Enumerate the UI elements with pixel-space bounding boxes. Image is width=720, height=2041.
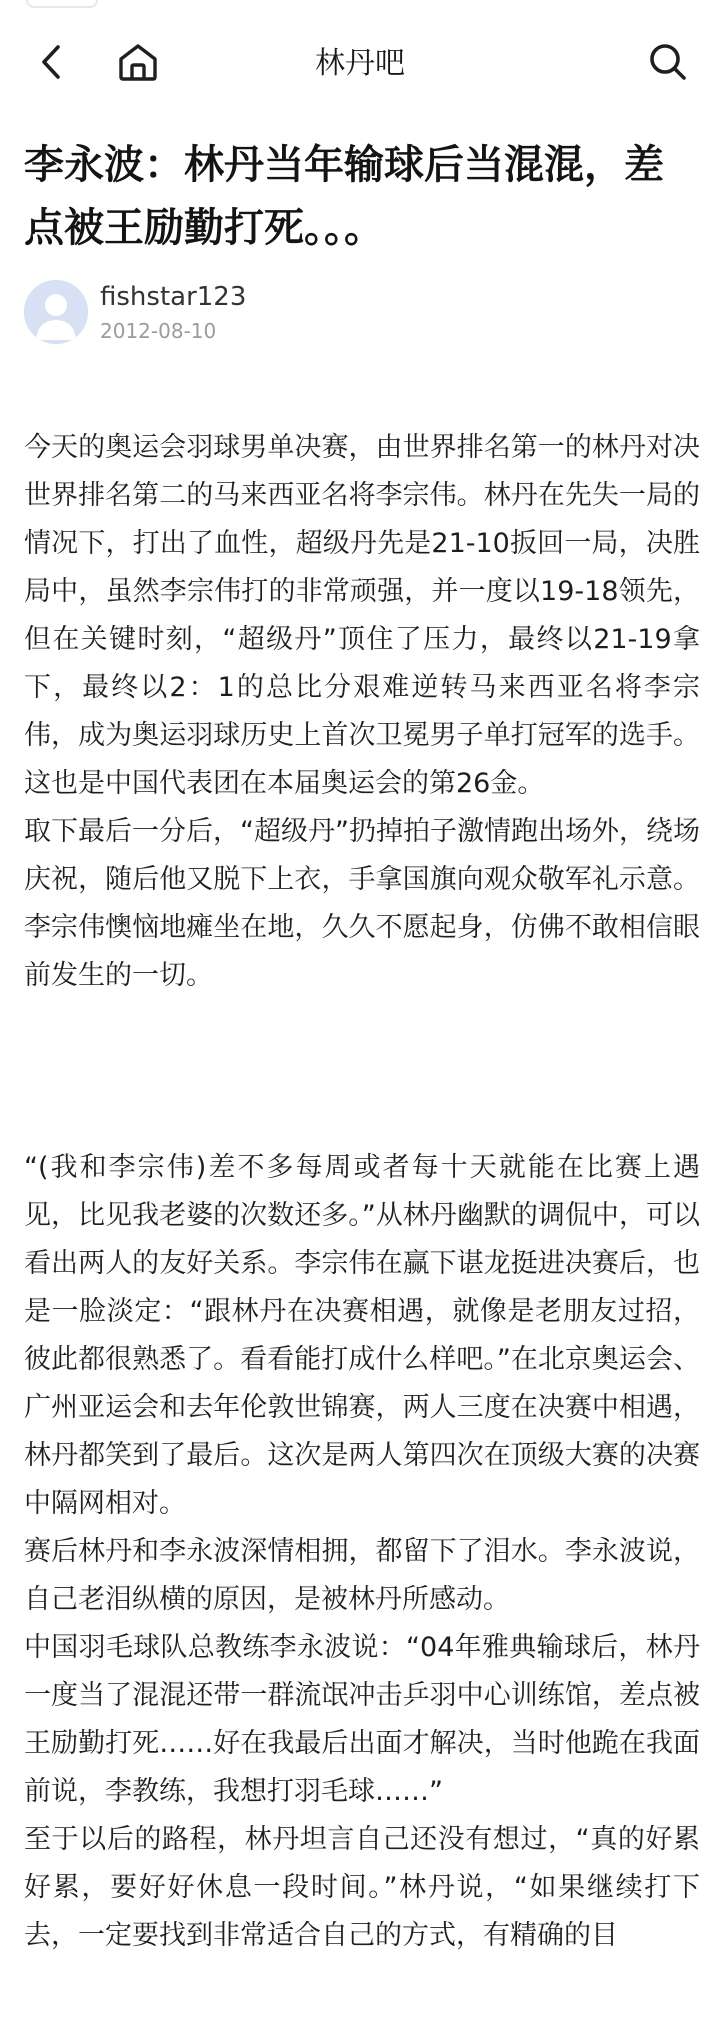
back-button[interactable] — [24, 34, 80, 90]
top-navigation-bar — [0, 0, 720, 128]
avatar[interactable] — [24, 280, 88, 344]
author-name[interactable]: fishstar123 — [100, 282, 247, 312]
post-title: 李永波：林丹当年输球后当混混，差点被王励勤打死。。。 — [24, 142, 664, 251]
paragraph: 取下最后一分后，“超级丹”扔掉拍子激情跑出场外，绕场庆祝，随后他又脱下上衣，手拿国旗向观众敬军礼示意。李宗伟懊恼地瘫坐在地，久久不愿起身，仿佛不敢相信眼前发生的一切。 — [24, 816, 700, 991]
chevron-left-icon — [34, 42, 70, 82]
paragraph: 赛后林丹和李永波深情相拥，都留下了泪水。李永波说，自己老泪纵横的原因，是被林丹所感动。 — [24, 1536, 700, 1615]
paragraph: “(我和李宗伟)差不多每周或者每十天就能在比赛上遇见，比见我老婆的次数还多。”从林丹幽默的调侃中，可以看出两人的友好关系。李宗伟在赢下谌龙挺进决赛后，也是一脸淡定：“跟林丹在决赛相遇，就像是老朋友过招，彼此都很熟悉了。看看能打成什么样吧。”在北京奥运会、广州亚运会和去年伦敦世锦赛，两人三度在决赛中相遇，林丹都笑到了最后。这次是两人第四次在顶级大赛的决赛中隔网相对。 — [24, 1152, 700, 1519]
forum-name: 林丹吧 — [315, 46, 405, 81]
post-body — [24, 424, 700, 1960]
paragraph: 至于以后的路程，林丹坦言自己还没有想过，“真的好累好累，要好好休息一段时间。”林丹说，“如果继续打下去，一定要找到非常适合自己的方式，有精确的目 — [24, 1824, 700, 1951]
author-info — [24, 278, 704, 348]
paragraph-gap — [24, 1000, 700, 1144]
post-date: 2012-08-10 — [100, 319, 217, 343]
paragraph: 中国羽毛球队总教练李永波说：“04年雅典输球后，林丹一度当了混混还带一群流氓冲击乒羽中心训练馆，差点被王励勤打死……好在我最后出面才解决，当时他跪在我面前说，李教练，我想打羽毛球……” — [24, 1632, 700, 1807]
search-icon — [647, 41, 689, 83]
home-icon — [116, 41, 160, 83]
default-avatar-icon — [24, 280, 88, 344]
search-button[interactable] — [640, 34, 696, 90]
home-button[interactable] — [110, 34, 166, 90]
paragraph: 今天的奥运会羽球男单决赛，由世界排名第一的林丹对决世界排名第二的马来西亚名将李宗伟。林丹在先失一局的情况下，打出了血性，超级丹先是21-10扳回一局，决胜局中，虽然李宗伟打的非常顽强，并一度以19-18领先，但在关键时刻，“超级丹”顶住了压力，最终以21-19拿下，最终以2：1的总比分艰难逆转马来西亚名将李宗伟，成为奥运羽球历史上首次卫冕男子单打冠军的选手。这也是中国代表团在本届奥运会的第26金。 — [24, 432, 700, 799]
